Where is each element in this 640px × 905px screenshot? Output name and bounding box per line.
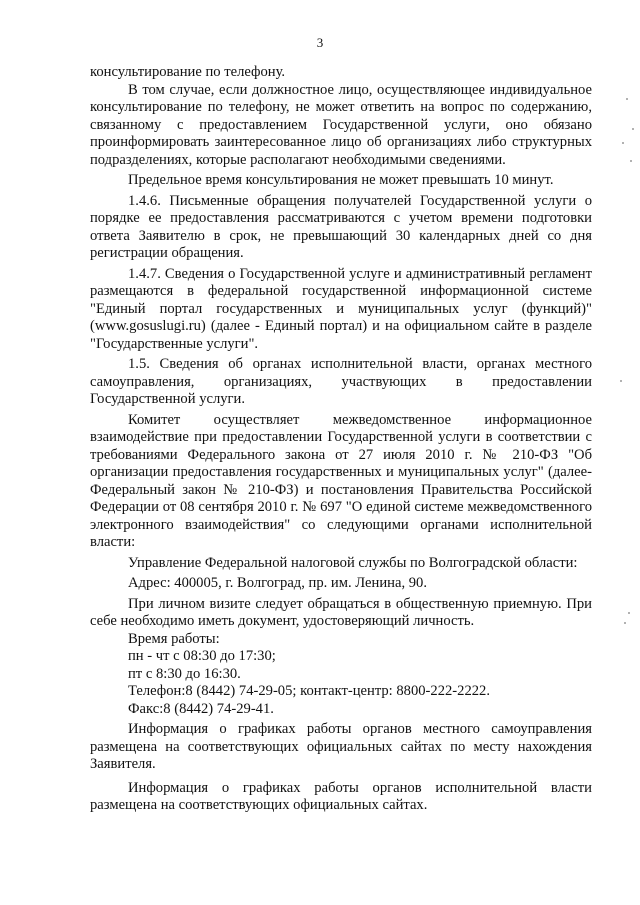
paragraph: Информация о графиках работы органов исполнительной власти размещена на соответствующих официальных сайтах. xyxy=(90,779,592,813)
paragraph: Факс:8 (8442) 74-29-41. xyxy=(128,700,274,717)
paragraph: При личном визите следует обращаться в общественную приемную. При себе необходимо иметь документ, удостоверяющий личность. xyxy=(90,595,592,629)
paragraph: В том случае, если должностное лицо, осуществляющее индивидуальное консультирование по телефону, не может ответить на вопрос по содержанию, связанному с предоставлением Государственной услуги, оно обязано проинформировать заинтересованное лицо об организациях либо структурных подразделениях, которые располагают необходимыми сведениями. xyxy=(90,81,592,168)
paragraph: Управление Федеральной налоговой службы по Волгоградской области: xyxy=(128,554,578,571)
scan-speck xyxy=(630,160,632,162)
paragraph: пт с 8:30 до 16:30. xyxy=(128,665,241,682)
scan-speck xyxy=(622,142,624,144)
scan-speck xyxy=(626,98,628,100)
paragraph: 1.4.7. Сведения о Государственной услуге и административный регламент размещаются в федеральной государственной информационной системе "Единый портал государственных и муниципальных услуг (функций)" (www.gosuslugi.ru) (далее - Единый портал) и на официальном сайте в разделе "Государственные услуги". xyxy=(90,265,592,352)
page-number: 3 xyxy=(316,35,324,50)
scan-speck xyxy=(624,622,626,624)
paragraph: Информация о графиках работы органов местного самоуправления размещена на соответствующих официальных сайтах по месту нахождения Заявителя. xyxy=(90,721,592,772)
scan-speck xyxy=(620,380,622,382)
paragraph: Предельное время консультирования не может превышать 10 минут. xyxy=(128,172,554,188)
paragraph: 1.5. Сведения об органах исполнительной власти, органах местного самоуправления, организациях, участвующих в предоставлении Государственной услуги. xyxy=(90,356,592,407)
scan-speck xyxy=(632,128,634,130)
paragraph: консультирование по телефону. xyxy=(90,64,286,80)
paragraph: 1.4.6. Письменные обращения получателей Государственной услуги о порядке ее предоставления рассматриваются с учетом времени подготовки ответа Заявителю в срок, не превышающий 30 календарных дней со дня регистрации обращения. xyxy=(90,192,592,261)
paragraph: пн - чт с 08:30 до 17:30; xyxy=(128,648,276,664)
scan-speck xyxy=(628,612,630,614)
paragraph: Телефон:8 (8442) 74-29-05; контакт-центр: 8800-222-2222. xyxy=(128,683,491,699)
document-body xyxy=(90,64,592,815)
paragraph: Адрес: 400005, г. Волгоград, пр. им. Ленина, 90. xyxy=(128,575,427,591)
paragraph: Время работы: xyxy=(128,630,220,647)
paragraph: Комитет осуществляет межведомственное информационное взаимодействие при предоставлении Государственной услуги в соответствии с требованиями Федерального закона от 27 июля 2010 г. № 210-ФЗ "Об организации предоставления государственных и муниципальных услуг" (далее- Федеральный закон № 210-ФЗ) и постановления Правительства Российской Федерации от 08 сентября 2010 г. № 697 "О единой системе межведомственного электронного взаимодействия" со следующими органами исполнительной власти: xyxy=(90,411,592,550)
